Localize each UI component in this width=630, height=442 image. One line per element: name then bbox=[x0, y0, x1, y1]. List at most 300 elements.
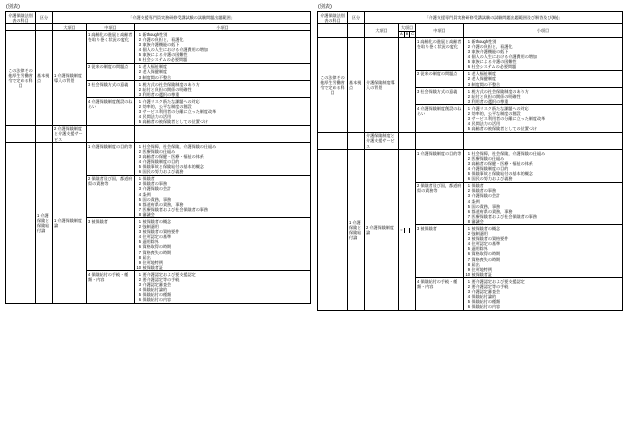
minor-item-number: 3 bbox=[138, 229, 141, 235]
minor-item-label: 介護認定審査会 bbox=[471, 289, 501, 295]
minor-item-number: 10 bbox=[136, 264, 141, 270]
cell-minor bbox=[464, 132, 623, 149]
cell-mid: 3 社会保険方式の意義 bbox=[87, 81, 135, 98]
minor-item-label: 給付と負担の関係の明確性 bbox=[142, 86, 192, 92]
minor-item-label: 医療保険の仕組み bbox=[471, 155, 505, 161]
minor-item-number: 4 bbox=[467, 294, 470, 300]
minor-item-number: 2 bbox=[467, 111, 470, 116]
cell-division: 基本視点 bbox=[348, 38, 365, 133]
minor-item-label: 医療保険者および社会保険者の事務 bbox=[471, 213, 537, 219]
cell-minor bbox=[135, 125, 311, 142]
minor-list bbox=[465, 71, 621, 86]
minor-item-number: 6 bbox=[467, 208, 470, 214]
minor-list bbox=[465, 151, 621, 182]
right-head-mid: 中項目 bbox=[416, 24, 464, 38]
minor-item-number: 2 bbox=[138, 104, 141, 109]
minor-item-label: 被保険者の概念 bbox=[142, 218, 172, 224]
cell-minor bbox=[464, 70, 623, 87]
cell-major: 2 介護保険制度と介護支援サービス bbox=[53, 125, 87, 142]
cell-major: 1 介護保険制度論 bbox=[53, 143, 87, 304]
minor-item-label: 家族による介護の困難性 bbox=[142, 52, 188, 58]
minor-list bbox=[136, 32, 309, 63]
minor-item-number: 3 bbox=[467, 160, 470, 166]
minor-item-label: 税方式の社会保険制度のあり方 bbox=[142, 81, 200, 87]
right-head-abc bbox=[399, 24, 416, 38]
minor-item-number: 6 bbox=[467, 176, 470, 182]
minor-item-number: 2 bbox=[138, 224, 141, 230]
minor-item-label: 老人保健制度 bbox=[471, 76, 497, 82]
minor-item-label: 民間法力の活用 bbox=[471, 121, 501, 127]
cell-minor bbox=[135, 98, 311, 125]
minor-item-number: 1 bbox=[467, 150, 470, 156]
right-sheet-label: (別表) bbox=[318, 4, 332, 10]
minor-item-number: 5 bbox=[138, 164, 141, 170]
minor-item-number: 5 bbox=[467, 299, 470, 305]
minor-item-number: 2 bbox=[467, 231, 470, 237]
left-table-header-row bbox=[6, 24, 311, 31]
minor-item-label: 国民の努力および義務 bbox=[142, 169, 184, 175]
cell-mid: 3 社会保険方式の意義 bbox=[416, 88, 464, 105]
minor-item bbox=[465, 99, 621, 104]
cell-minor bbox=[464, 38, 623, 71]
minor-item bbox=[465, 176, 621, 181]
minor-item bbox=[136, 119, 309, 124]
minor-list bbox=[136, 99, 309, 124]
minor-item-label: 被保険者の概念 bbox=[471, 225, 501, 231]
minor-item-number: 3 bbox=[467, 289, 470, 295]
right-table-title-row bbox=[318, 12, 623, 24]
minor-item-label: 利用者の選択の尊重 bbox=[142, 91, 180, 97]
minor-item-label: 住所認定の基準 bbox=[471, 241, 501, 247]
cell-division: 基本視点 bbox=[36, 31, 53, 126]
minor-item-number: 3 bbox=[467, 116, 470, 122]
minor-item-number: 2 bbox=[138, 36, 141, 42]
minor-item bbox=[465, 64, 621, 69]
minor-item-label: 介護リスク新たな課題への対応 bbox=[471, 105, 529, 111]
minor-item-label: 国の責務，事務 bbox=[471, 203, 501, 209]
minor-item-number: 3 bbox=[467, 48, 470, 54]
minor-item-label: 効率的，公平な制度の創設 bbox=[142, 104, 192, 109]
minor-item-label: 条例 bbox=[471, 198, 480, 204]
abc-col-a: A bbox=[399, 32, 405, 37]
minor-item-label: 保険者の事務 bbox=[142, 181, 168, 187]
minor-item-label: 保険給付論的 bbox=[142, 287, 168, 293]
minor-item-label: 新though性別 bbox=[471, 38, 497, 44]
minor-item-label: 保険事故と保険給付の基本的概念 bbox=[471, 171, 533, 177]
left-col-day: 介護保険法別表の科目 bbox=[6, 12, 36, 24]
cell-day bbox=[318, 132, 348, 149]
minor-list bbox=[136, 272, 309, 303]
minor-item-label: 都道府県の責務，事務 bbox=[471, 208, 513, 214]
minor-item bbox=[465, 126, 621, 131]
minor-item-number: 5 bbox=[138, 239, 141, 245]
minor-item-number: 6 bbox=[467, 251, 470, 257]
table-row bbox=[6, 125, 311, 142]
right-head-minor: 小項目 bbox=[464, 24, 623, 38]
cell-mid: 4 介護保険制度創設のねらい bbox=[416, 105, 464, 132]
minor-item-label: サービス利用者の分離に立った制度改革 bbox=[471, 116, 546, 122]
right-table bbox=[317, 11, 623, 311]
minor-item-label: 介護の負担と，看護化 bbox=[142, 36, 184, 42]
minor-item-label: 強制適用 bbox=[142, 224, 159, 230]
minor-item-number: 2 bbox=[467, 76, 470, 82]
minor-item-number: 2 bbox=[138, 69, 141, 75]
minor-item-number: 6 bbox=[467, 64, 470, 70]
minor-item-label: 家族による介護の困難性 bbox=[471, 59, 517, 65]
minor-item-label: 強制適用 bbox=[471, 231, 488, 237]
minor-item-label: 制度間の不整合 bbox=[471, 81, 501, 87]
minor-item-number: 7 bbox=[138, 206, 141, 212]
minor-item-number: 1 bbox=[138, 64, 141, 70]
minor-item-label: 保険給付の内容 bbox=[471, 304, 501, 310]
minor-item-label: サービス利用者の分離に立った制度改革 bbox=[142, 109, 217, 115]
minor-item-number: 3 bbox=[138, 109, 141, 115]
minor-item-number: 1 bbox=[467, 183, 470, 189]
minor-item-label: 社会保障，社会保険，介護保険の仕組み bbox=[142, 143, 217, 149]
abc-title: 大項目 bbox=[399, 24, 415, 32]
cell-minor bbox=[464, 225, 623, 278]
minor-item-number: 9 bbox=[467, 266, 470, 272]
minor-item bbox=[465, 272, 621, 277]
minor-item-number: 9 bbox=[138, 259, 141, 265]
minor-item-label: 医療保険者および社会保険者の事務 bbox=[142, 206, 208, 212]
minor-item-number: 8 bbox=[138, 254, 141, 260]
table-row bbox=[6, 31, 311, 64]
minor-item-number: 2 bbox=[138, 148, 141, 154]
minor-list bbox=[465, 39, 621, 70]
minor-item-number: 1 bbox=[467, 278, 470, 284]
left-panel bbox=[5, 4, 311, 442]
left-table-title-row bbox=[6, 12, 311, 24]
cell-mid: 2 保険者及び国，都道府県の責務等 bbox=[87, 175, 135, 218]
minor-list bbox=[136, 82, 309, 97]
minor-item-label: 新though性別 bbox=[142, 31, 168, 37]
minor-list bbox=[136, 176, 309, 217]
minor-list bbox=[136, 144, 309, 175]
minor-item-label: 家族介護機能の低下 bbox=[142, 41, 180, 47]
minor-item-number: 3 bbox=[138, 282, 141, 288]
minor-item bbox=[136, 92, 309, 97]
cell-mid: 2 従来の制度の問題点 bbox=[87, 63, 135, 80]
minor-item-label: 個人の人生における介護費用の増加 bbox=[142, 47, 208, 53]
minor-item-label: 利用者の選択の尊重 bbox=[471, 98, 509, 104]
cell-abc bbox=[399, 38, 416, 133]
cell-minor bbox=[464, 105, 623, 132]
left-head-mid: 中項目 bbox=[87, 24, 135, 31]
cell-mid: 4 保険給付の手続・種類・内容 bbox=[87, 271, 135, 304]
minor-item-label: 資格取得の時期 bbox=[142, 244, 172, 250]
right-table-title: 「介護支援専門員実務研修受講試験の試験問題出題範囲及び解答及び(略)」 bbox=[365, 12, 623, 24]
minor-item-label: 住所地特例 bbox=[142, 259, 163, 265]
minor-item-number: 2 bbox=[467, 188, 470, 194]
minor-item-number: 5 bbox=[138, 119, 141, 125]
minor-item-number: 2 bbox=[467, 284, 470, 289]
minor-item-label: 保険給付の内容 bbox=[142, 297, 172, 303]
right-head-major: 大項目 bbox=[365, 24, 399, 38]
minor-item-label: 保険給付論的 bbox=[471, 294, 497, 300]
minor-item-number: 2 bbox=[467, 155, 470, 161]
right-col-division: 区分 bbox=[348, 12, 365, 24]
minor-item-label: 被保険者証 bbox=[142, 264, 163, 270]
minor-item-label: 高齢者の被保険者としての位置づけ bbox=[142, 119, 208, 125]
minor-item-number: 3 bbox=[467, 81, 470, 87]
cell-major: 1 介護保険制度導入の背景 bbox=[53, 31, 87, 126]
cell-abc bbox=[399, 150, 416, 311]
left-head-division bbox=[36, 24, 53, 31]
minor-item bbox=[465, 219, 621, 224]
minor-item-label: 社会保障，社会保険，介護保険の仕組み bbox=[471, 150, 546, 156]
minor-item-number: 4 bbox=[467, 165, 470, 171]
left-col-division: 区分 bbox=[36, 12, 53, 24]
minor-item-label: 国民の努力および義務 bbox=[471, 176, 513, 182]
abc-mark: ○ bbox=[399, 228, 405, 233]
minor-item-label: 要介護認定等の手続 bbox=[471, 284, 509, 289]
left-sheet-label: (別表) bbox=[6, 4, 20, 10]
minor-item-label: 届出 bbox=[471, 261, 480, 267]
abc-col-b: B bbox=[405, 32, 411, 37]
minor-item-number: 6 bbox=[138, 297, 141, 303]
minor-item-number: 4 bbox=[467, 54, 470, 60]
minor-item-label: 介護保険の会計 bbox=[471, 193, 501, 199]
right-col-day: 介護保険法別表の科目 bbox=[318, 12, 348, 24]
minor-item-number: 2 bbox=[467, 43, 470, 49]
minor-item-number: 7 bbox=[467, 213, 470, 219]
minor-item-label: 民間法力の活用 bbox=[142, 114, 172, 120]
cell-major: 介護保険制度導入の背景 bbox=[365, 38, 399, 133]
minor-item-number: 5 bbox=[467, 203, 470, 209]
minor-item-label: 審議会 bbox=[142, 211, 155, 217]
minor-item bbox=[136, 297, 309, 302]
minor-item-number: 8 bbox=[138, 211, 141, 217]
minor-item-number: 1 bbox=[467, 105, 470, 111]
cell-division: 1 介護保険と保険給付論 bbox=[348, 150, 365, 311]
minor-list bbox=[465, 183, 621, 224]
minor-item-label: 都道府県の責務，事務 bbox=[142, 201, 184, 207]
abc-subrow bbox=[399, 32, 415, 37]
cell-major: 介護保険制度と介護支援サービス bbox=[365, 132, 399, 149]
minor-item-label: 効率的，公平な制度の創設 bbox=[471, 111, 521, 116]
cell-mid: 3 被保険者 bbox=[416, 225, 464, 278]
minor-item-label: 家族介護機能の低下 bbox=[471, 48, 509, 54]
minor-item-number: 6 bbox=[138, 169, 141, 175]
minor-item-number: 4 bbox=[138, 114, 141, 120]
minor-item-number: 1 bbox=[138, 98, 141, 104]
minor-item-number: 1 bbox=[138, 176, 141, 182]
minor-item-label: 条例 bbox=[142, 191, 151, 197]
minor-item-number: 1 bbox=[467, 38, 470, 44]
minor-item-label: 保険給付の種類 bbox=[142, 292, 172, 298]
minor-item-number: 6 bbox=[138, 201, 141, 207]
minor-item-label: 保険者 bbox=[142, 176, 155, 182]
cell-mid: 2 従来の制度の問題点 bbox=[416, 70, 464, 87]
minor-item-label: 資格喪失の時期 bbox=[142, 249, 172, 255]
cell-mid bbox=[87, 125, 135, 142]
cell-minor bbox=[135, 175, 311, 218]
minor-item-label: 税方式の社会保険制度のあり方 bbox=[471, 88, 529, 94]
minor-item-number: 2 bbox=[138, 181, 141, 187]
cell-day bbox=[318, 150, 348, 311]
minor-item-number: 7 bbox=[467, 256, 470, 262]
minor-item-number: 1 bbox=[138, 81, 141, 87]
cell-minor bbox=[135, 81, 311, 98]
minor-item-label: 被保険者証 bbox=[471, 271, 492, 277]
minor-item-number: 1 bbox=[138, 31, 141, 37]
table-row bbox=[318, 150, 623, 183]
cell-day: この法律その他厚生労働省令で定める科目 bbox=[6, 31, 36, 126]
cell-minor bbox=[135, 63, 311, 80]
minor-item-number: 4 bbox=[138, 191, 141, 197]
minor-item-label: 審議会 bbox=[471, 218, 484, 224]
minor-item-label: 被保険者の資格要件 bbox=[142, 229, 180, 235]
minor-item-label: 介護リスク新たな課題への対応 bbox=[142, 98, 200, 104]
minor-item-label: 適用除外 bbox=[142, 239, 159, 245]
minor-item-label: 国の責務，事務 bbox=[142, 196, 172, 202]
minor-item-number: 5 bbox=[467, 59, 470, 65]
minor-item-label: 保険事故と保険給付の基本的概念 bbox=[142, 164, 204, 170]
minor-item-number: 4 bbox=[467, 121, 470, 127]
minor-item-number: 6 bbox=[138, 244, 141, 250]
minor-item-label: 高齢者の保健・医療・福祉の体系 bbox=[142, 153, 204, 159]
minor-item-label: 介護保険の会計 bbox=[142, 186, 172, 192]
abc-col-c: C bbox=[411, 32, 415, 37]
minor-item-number: 5 bbox=[467, 126, 470, 132]
cell-mid: 1 高齢化の進展と高齢者を取り巻く状況の変化 bbox=[87, 31, 135, 64]
minor-item-label: 資格取得の時期 bbox=[471, 251, 501, 257]
table-row bbox=[318, 132, 623, 149]
minor-item-number: 3 bbox=[467, 236, 470, 242]
cell-mid: 4 介護保険制度創設のねらい bbox=[87, 98, 135, 125]
minor-item-label: 適用除外 bbox=[471, 246, 488, 252]
cell-mid: 1 高齢化の進展と高齢者を取り巻く状況の変化 bbox=[416, 38, 464, 71]
cell-day bbox=[6, 143, 36, 304]
minor-item-label: 被保険者の資格要件 bbox=[471, 236, 509, 242]
minor-item-number: 4 bbox=[138, 158, 141, 164]
cell-mid bbox=[416, 132, 464, 149]
minor-item-label: 老人福祉制度 bbox=[142, 64, 168, 70]
cell-major: 2 介護保険制度論 bbox=[365, 150, 399, 311]
minor-item-label: 届出 bbox=[142, 254, 151, 260]
right-head-division bbox=[348, 24, 365, 38]
minor-list bbox=[465, 226, 621, 277]
minor-item bbox=[136, 75, 309, 80]
minor-item-number: 3 bbox=[138, 186, 141, 192]
cell-division: 1 介護保険と保険給付論 bbox=[36, 143, 53, 304]
minor-item-label: 住所認定の基準 bbox=[142, 234, 172, 240]
minor-item-label: 給付と負担の関係の明確性 bbox=[471, 93, 521, 99]
minor-item-label: 介護認定審査会 bbox=[142, 282, 172, 288]
minor-list bbox=[465, 106, 621, 131]
cell-day bbox=[6, 125, 36, 142]
minor-item-label: 老人保健制度 bbox=[142, 69, 168, 75]
minor-item-label: 保険給付の種類 bbox=[471, 299, 501, 305]
minor-item-label: 社会システムの必要問題 bbox=[142, 57, 188, 63]
minor-item-number: 3 bbox=[467, 98, 470, 104]
minor-item-number: 8 bbox=[467, 261, 470, 267]
minor-item-number: 6 bbox=[138, 57, 141, 63]
right-head-day bbox=[318, 24, 348, 38]
minor-item-number: 3 bbox=[138, 74, 141, 80]
minor-item-label: 老人福祉制度 bbox=[471, 71, 497, 77]
minor-item-number: 10 bbox=[465, 271, 470, 277]
minor-item-number: 1 bbox=[138, 218, 141, 224]
minor-item-label: 要介護認定および要支援認定 bbox=[471, 278, 525, 284]
minor-item-number: 1 bbox=[467, 225, 470, 231]
minor-item-number: 8 bbox=[467, 218, 470, 224]
minor-item bbox=[136, 169, 309, 174]
cell-minor bbox=[135, 271, 311, 304]
cell-abc bbox=[399, 132, 416, 149]
table-row bbox=[318, 38, 623, 71]
cell-minor bbox=[135, 31, 311, 64]
minor-item-label: 介護保険制度の目的 bbox=[471, 165, 509, 171]
cell-minor bbox=[464, 278, 623, 311]
minor-item-number: 6 bbox=[467, 304, 470, 310]
abc-mark bbox=[410, 228, 415, 233]
minor-item-label: 医療保険の仕組み bbox=[142, 148, 176, 154]
table-row bbox=[6, 143, 311, 176]
minor-item-number: 3 bbox=[138, 153, 141, 159]
minor-item-number: 1 bbox=[467, 88, 470, 94]
cell-division bbox=[348, 132, 365, 149]
cell-minor bbox=[464, 150, 623, 183]
minor-item-number: 3 bbox=[138, 41, 141, 47]
minor-item bbox=[136, 57, 309, 62]
left-head-day bbox=[6, 24, 36, 31]
minor-list bbox=[465, 279, 621, 310]
minor-list bbox=[136, 64, 309, 79]
cell-day: この法律その他厚生労働省令で定める科目 bbox=[318, 38, 348, 133]
minor-item-label: 要介護認定および要支援認定 bbox=[142, 271, 196, 277]
minor-item-number: 1 bbox=[467, 71, 470, 77]
minor-item-number: 5 bbox=[467, 246, 470, 252]
minor-item-label: 資格喪失の時期 bbox=[471, 256, 501, 262]
left-table bbox=[5, 11, 311, 304]
minor-item-number: 4 bbox=[138, 234, 141, 240]
minor-item-number: 4 bbox=[138, 47, 141, 53]
minor-item-number: 3 bbox=[138, 91, 141, 97]
minor-item-number: 1 bbox=[138, 143, 141, 149]
minor-item bbox=[136, 265, 309, 270]
cell-minor bbox=[464, 182, 623, 225]
minor-item-number: 2 bbox=[138, 277, 141, 282]
minor-item-number: 4 bbox=[467, 198, 470, 204]
minor-item-number: 4 bbox=[138, 287, 141, 293]
minor-item-label: 社会システムの必要問題 bbox=[471, 64, 517, 70]
minor-item-label: 要介護認定等の手続 bbox=[142, 277, 180, 282]
minor-item-number: 5 bbox=[138, 196, 141, 202]
minor-item-label: 高齢者の被保険者としての位置づけ bbox=[471, 126, 537, 132]
minor-list bbox=[465, 89, 621, 104]
cell-mid: 1 介護保険制度の目的等 bbox=[416, 150, 464, 183]
minor-item-number: 5 bbox=[138, 52, 141, 58]
cell-minor bbox=[135, 218, 311, 271]
cell-mid: 3 被保険者 bbox=[87, 218, 135, 271]
minor-item-number: 2 bbox=[138, 86, 141, 92]
cell-minor bbox=[135, 143, 311, 176]
minor-item-number: 5 bbox=[138, 292, 141, 298]
minor-item-label: 高齢者の保健・医療・福祉の体系 bbox=[471, 160, 533, 166]
right-panel bbox=[317, 4, 623, 442]
minor-item-label: 住所地特例 bbox=[471, 266, 492, 272]
minor-item-number: 4 bbox=[467, 241, 470, 247]
minor-list bbox=[136, 219, 309, 270]
minor-item-number: 1 bbox=[138, 271, 141, 277]
left-head-major: 大項目 bbox=[53, 24, 87, 31]
cell-minor bbox=[464, 88, 623, 105]
minor-item bbox=[465, 304, 621, 309]
minor-item-label: 介護の負担と，看護化 bbox=[471, 43, 513, 49]
left-head-minor: 小項目 bbox=[135, 24, 311, 31]
